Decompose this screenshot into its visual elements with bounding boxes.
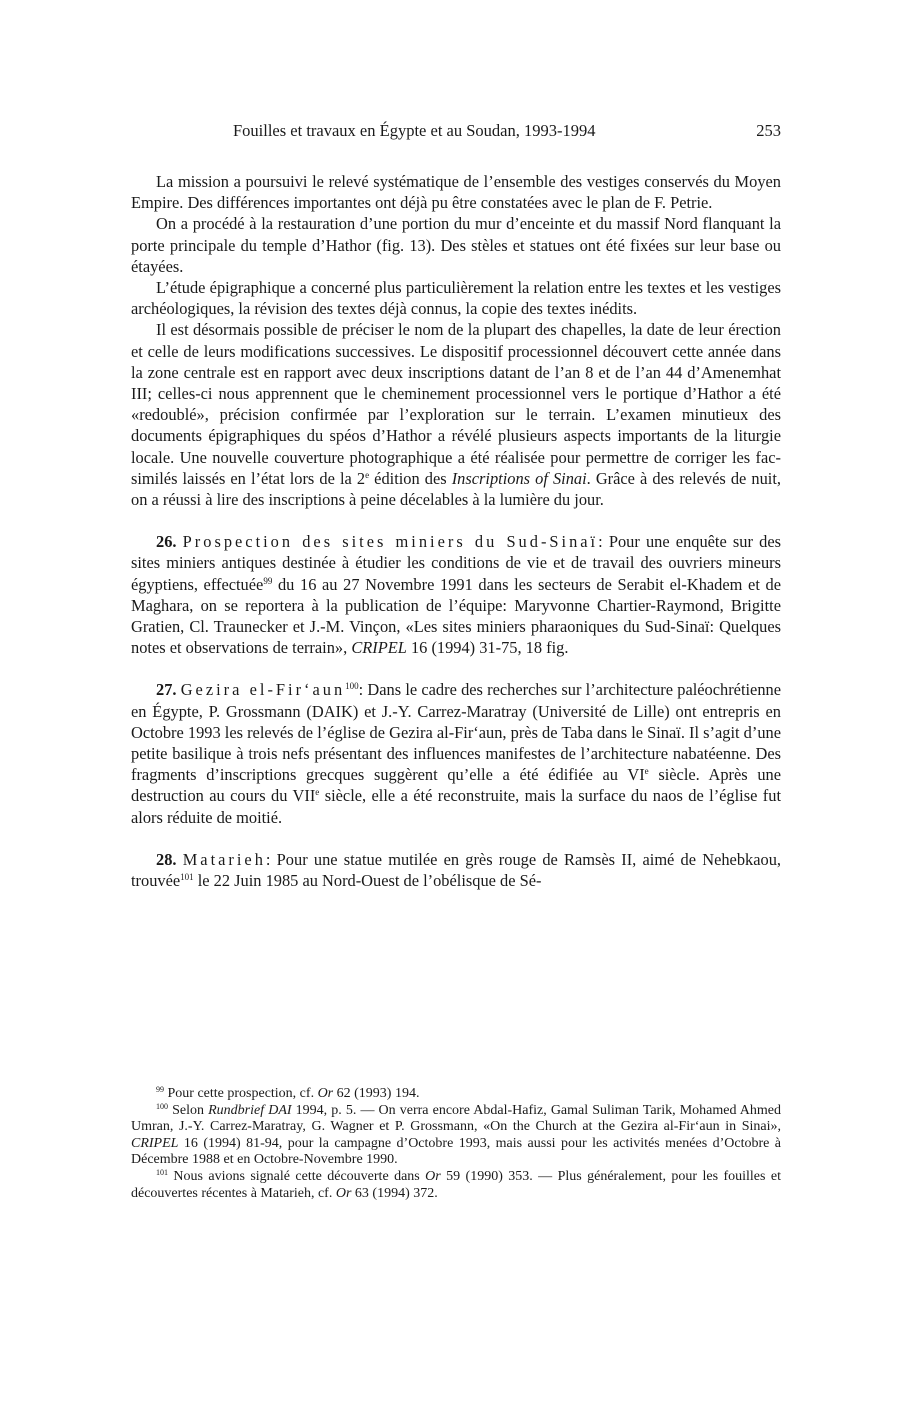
superscript: e [315,787,320,798]
text-run: le 22 Juin 1985 au Nord-Ouest de l’obélisque de Sé- [193,871,542,891]
section-heading: Prospection des sites miniers du Sud-Sinaï [182,532,599,552]
journal-title: CRIPEL [131,1135,179,1151]
text-run: 16 (1994) 81-94, pour la campagne d’Octobre 1993, mais aussi pour les activités menées d’Octobre à Décembre 1988 et en Octobre-Novembre 1990. [131,1135,781,1168]
text-run: 63 (1994) 372. [351,1185,438,1201]
paragraph: L’étude épigraphique a concerné plus particulièrement la relation entre les textes et les vestiges archéologiques, la révision des textes déjà connus, la copie des textes inédits. [131,278,781,319]
section-heading: Matarieh [182,849,266,869]
footnote-number: 99 [156,1085,164,1094]
footnote-100 [131,1103,781,1169]
text-run: siècle, elle a été reconstruite, mais la surface du naos de l’église fut alors réduite de moitié. [131,786,781,827]
footnote-101 [131,1169,781,1202]
text-run: 62 (1993) 194. [333,1086,420,1101]
text-run: : Pour une statue mutilée en grès rouge de Ramsès II, aimé de Nehebkaou, trouvée [131,849,781,891]
page-number: 253 [756,121,781,140]
text-run: 1994, p. 5. — On verra encore Abdal-Hafiz, Gamal Suliman Tarik, Mohamed Ahmed Umran, J.-Y. Carrez-Maratray, G. Wagner et P. Grossmann, «On the Church at the Gezira al-Fir‘aun in Sinai», [131,1102,782,1135]
footnote-99 [131,1086,781,1103]
section-heading: Gezira el-Fir‘aun [180,680,346,700]
journal-title: Rundbrief DAI [208,1102,292,1118]
footnote-ref: 101 [180,872,194,883]
journal-title: Or [335,1185,352,1201]
text-run: siècle. Après une destruction au cours du VII [131,765,782,806]
running-head-title: Fouilles et travaux en Égypte et au Soudan, 1993-1994 [233,121,596,140]
text-run: . Grâce à des relevés de nuit, on a réussi à lire des inscriptions à peine décelables à la lumière du jour. [131,468,782,510]
text-run: Il est désormais possible de préciser le nom de la plupart des chapelles, la date de leur érection et celle de leurs modifications successives. Le dispositif processionnel découvert cette année dans la zone centrale est en rapport avec deux inscriptions datant de l’an 8 et de l’an 44 d’Amenemhat III; celles-ci nous apprennent que le cheminement processionnel vers le portique d’Hathor a été «redoublé», précision confirmée par l’exploration sur le terrain. L’examen minutieux des documents épigraphiques du spéos d’Hathor a révélé plusieurs aspects importants de la liturgie locale. Une nouvelle couverture photographique a été réalisée pour permettre de corriger les fac-similés laissés en l’état lors de la 2 [131,320,781,488]
paragraph: On a procédé à la restauration d’une portion du mur d’enceinte et du massif Nord flanquant la porte principale du temple d’Hathor (fig. 13). Des stèles et statues ont été fixées sur leur base ou étayées. [131,214,781,276]
footnote-ref: 100 [345,681,359,692]
section-number: 27. [156,680,177,700]
text-run: édition des [369,468,452,488]
italic-title: Inscriptions of Sinai [451,468,587,488]
section-28 [131,849,781,891]
text-run: Pour cette prospection, cf. [164,1086,318,1101]
text-run: 16 (1994) 31-75, 18 fig. [406,638,569,658]
section-number: 28. [156,849,177,869]
footnote-number: 101 [156,1167,168,1177]
body-text [131,171,781,891]
footnote-ref: 99 [263,575,273,586]
running-head [233,119,781,143]
text-run: du 16 au 27 Novembre 1991 dans les secteurs de Serabit el-Khadem et de Maghara, on se reportera à la publication de l’équipe: Maryvonne Chartier-Raymond, Brigitte Gratien, Cl. Traunecker et J.-M. Vinçon, «Les sites miniers pharaoniques du Sud-Sinaï: Quelques notes et observations de terrain», [131,574,781,658]
journal-title: Or [317,1086,334,1101]
journal-title: Or [425,1168,441,1184]
section-27 [131,679,781,827]
journal-title: CRIPEL [351,638,407,658]
superscript: e [644,766,649,777]
paragraph [131,319,781,510]
text-run: Nous avions signalé cette découverte dans [168,1168,426,1184]
superscript: e [365,469,370,480]
section-number: 26. [156,532,177,552]
footnotes [131,1086,781,1202]
footnote-number: 100 [156,1101,168,1111]
text-run: 59 (1990) 353. — Plus généralement, pour les fouilles et découvertes récentes à Matarieh, cf. [131,1168,781,1201]
text-run: : Pour une enquête sur des sites miniers antiques destinée à étudier les conditions de vie et de travail des ouvriers mineurs égyptiens, effectuée [131,532,781,594]
text-run: : Dans le cadre des recherches sur l’architecture paléochrétienne en Égypte, P. Grossmann (DAIK) et J.-Y. Carrez-Maratray (Université de Lille) ont entrepris en Octobre 1993 les relevés de l’église de Gezira al-Fir‘aun, près de Taba dans le Sinaï. Il s’agit d’une petite basilique à trois nefs présentant des influences manifestes de l’architecture nabatéenne. Des fragments d’inscriptions grecques suggèrent qu’elle a été édifiée au VI [131,680,781,785]
text-run: Selon [168,1102,209,1118]
paragraph: La mission a poursuivi le relevé systématique de l’ensemble des vestiges conservés du Moyen Empire. Des différences importantes ont déjà pu être constatées avec le plan de F. Petrie. [131,172,781,213]
section-26 [131,531,781,658]
